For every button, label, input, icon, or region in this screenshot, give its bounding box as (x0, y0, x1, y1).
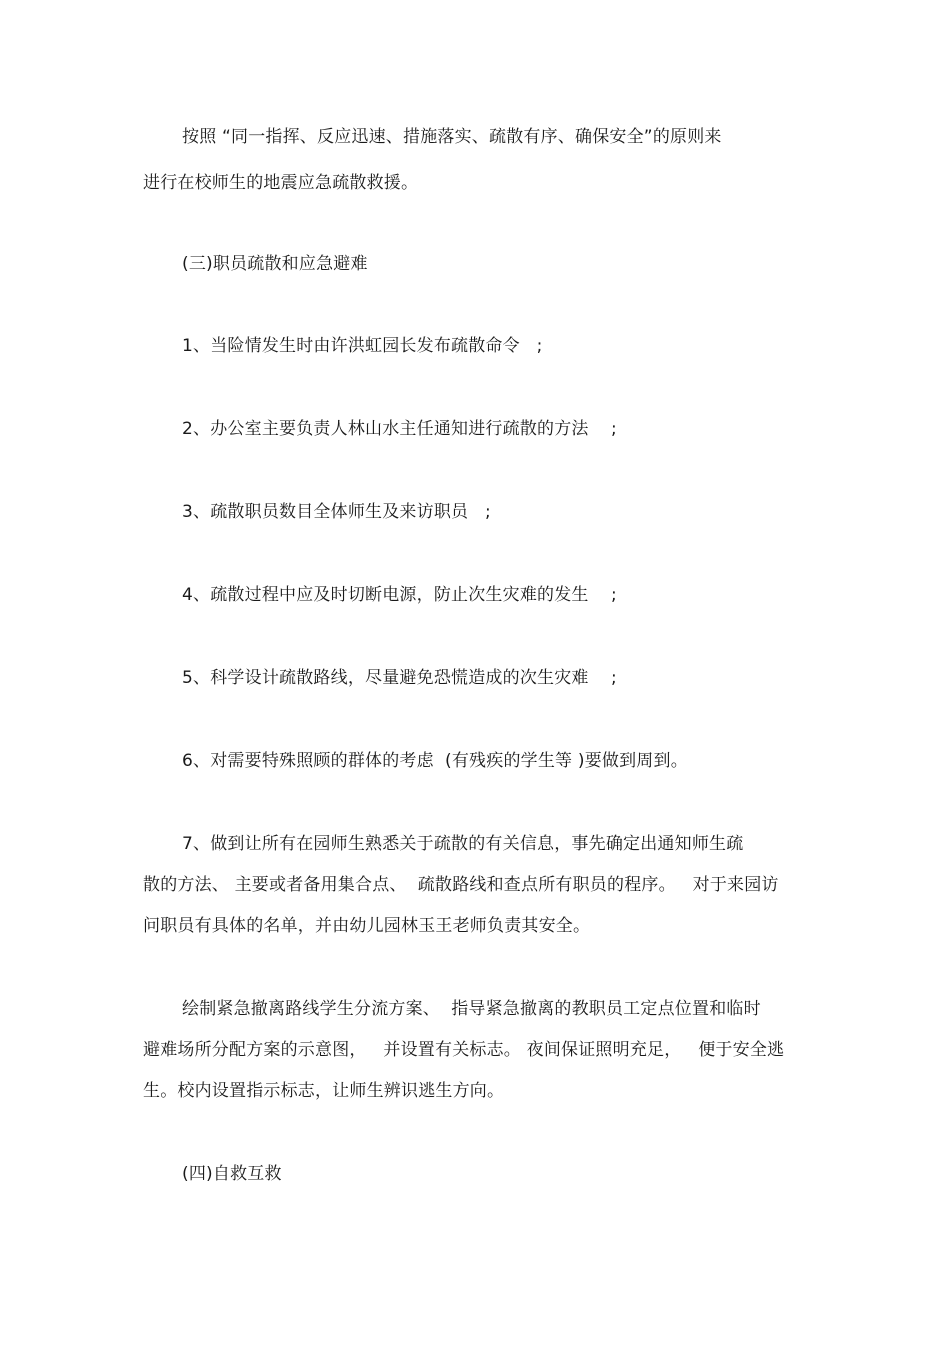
list-item-5: 5、科学设计疏散路线，尽量避免恐慌造成的次生灾难 ; (182, 668, 617, 688)
list-item-7-line-3: 问职员有具体的名单，并由幼儿园林玉王老师负责其安全。 (143, 916, 591, 936)
paragraph-principle-line-2: 进行在校师生的地震应急疏散救援。 (143, 173, 419, 193)
list-item-4: 4、疏散过程中应及时切断电源，防止次生灾难的发生 ; (182, 585, 617, 605)
list-item-1: 1、当险情发生时由许洪虹园长发布疏散命令 ; (182, 336, 543, 356)
paragraph-evacuation-plan-line-3: 生。校内设置指示标志，让师生辨识逃生方向。 (143, 1081, 505, 1101)
section-heading-3: (三)职员疏散和应急避难 (182, 254, 368, 274)
paragraph-principle-line-1: 按照 “同一指挥、反应迅速、措施落实、疏散有序、确保安全”的原则来 (182, 127, 722, 147)
list-item-7-line-1: 7、做到让所有在园师生熟悉关于疏散的有关信息，事先确定出通知师生疏 (182, 834, 744, 854)
list-item-3: 3、疏散职员数目全体师生及来访职员 ; (182, 502, 491, 522)
section-heading-4: (四)自救互救 (182, 1164, 282, 1184)
list-item-6: 6、对需要特殊照顾的群体的考虑 (有残疾的学生等 )要做到周到。 (182, 751, 688, 771)
paragraph-evacuation-plan-line-1: 绘制紧急撤离路线学生分流方案、 指导紧急撤离的教职员工定点位置和临时 (182, 999, 761, 1019)
paragraph-evacuation-plan-line-2: 避难场所分配方案的示意图， 并设置有关标志。 夜间保证照明充足， 便于安全逃 (143, 1040, 785, 1060)
list-item-2: 2、办公室主要负责人林山水主任通知进行疏散的方法 ; (182, 419, 617, 439)
list-item-7-line-2: 散的方法、 主要或者备用集合点、 疏散路线和查点所有职员的程序。 对于来园访 (143, 875, 779, 895)
